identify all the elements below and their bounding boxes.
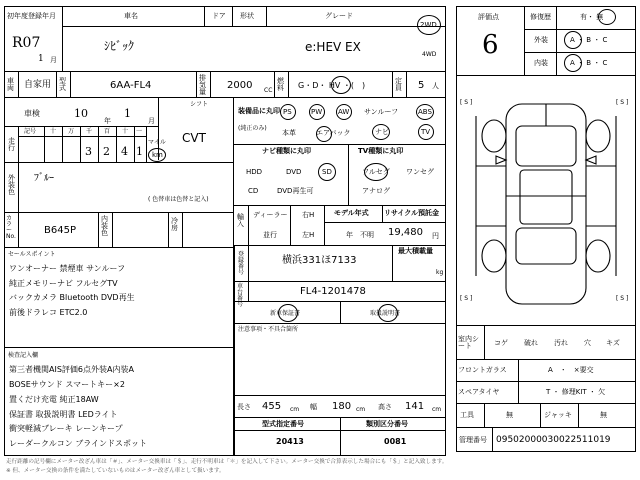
length-value: 455: [262, 401, 282, 412]
sales-line-2: 純正メモリーナビ フルセグTV: [9, 279, 118, 288]
first-reg-label: 初年度登録年月: [7, 12, 56, 20]
score-value: 6: [482, 30, 499, 60]
length-unit: cm: [290, 406, 300, 413]
model-name: ｼﾋﾞｯｸ: [104, 39, 135, 53]
mileage-digit-6: 1: [136, 145, 143, 158]
equip-ps: PS: [283, 108, 292, 116]
equipment-label: 装備品に丸印: [238, 107, 280, 115]
sales-line-4: 前後ドラレコ ETC2.0: [9, 308, 88, 317]
shift-label: シフト: [190, 101, 209, 108]
class-value: 0081: [384, 437, 407, 446]
cooler-label: 冷房: [171, 217, 178, 232]
sales-line-1: ワンオーナー 禁煙車 サンルーフ: [9, 264, 126, 273]
recycle-value: 19,480: [388, 227, 423, 238]
mileage-digit-4: 2: [103, 145, 110, 158]
model-year-value: 年 不明: [346, 231, 374, 239]
interior-a-circle: [564, 54, 582, 72]
mileage-digit-5: 4: [121, 145, 128, 158]
capacity-label: 定員: [395, 77, 402, 92]
class-label: 類別区分番号: [366, 420, 408, 428]
recycle-unit: 円: [432, 232, 439, 240]
mileage-col-sen: 千: [86, 128, 93, 135]
tools-label: 工具: [460, 411, 474, 419]
caution-label: 注意事項・不具合箇所: [238, 326, 299, 333]
import-left-hand: 左H: [302, 231, 315, 239]
repair-value: 有・ 無: [580, 13, 604, 21]
nav-dvd: DVD: [286, 168, 302, 176]
bracket-s-3: [ S ]: [460, 295, 473, 302]
color-code-label: カラー No.: [6, 215, 16, 240]
seat-scratch: キズ: [606, 339, 620, 347]
tv-oneseg: ワンセグ: [406, 168, 434, 176]
exterior-value: A ・ B ・ C: [570, 36, 608, 44]
inspector-line-2: BOSEサウンド スマートキー×2: [9, 380, 125, 389]
repair-label: 修復歴: [530, 13, 551, 21]
sales-line-3: バックカメラ Bluetooth DVD再生: [9, 293, 135, 302]
first-reg-era: R07: [12, 35, 41, 51]
mileage-col-juu: 十: [122, 128, 129, 135]
repair-none-circle: [598, 9, 616, 25]
chassis-label: 車台番号: [237, 283, 244, 308]
score-label: 評価点: [478, 13, 499, 21]
nav-hdd: HDD: [246, 168, 263, 176]
inspection-year-unit: 年: [104, 117, 111, 125]
seat-hole: 穴: [584, 339, 591, 347]
import-right-hand: 右H: [302, 211, 315, 219]
inspector-line-3: 置くだけ充電 純正18AW: [9, 395, 99, 404]
mileage-col-ichi: 一: [136, 128, 143, 135]
equip-tv: TV: [421, 128, 431, 136]
sales-point-label: セールスポイント: [8, 251, 56, 258]
new-warranty: 新車保証書: [270, 310, 301, 317]
type-label: 型式: [59, 77, 66, 92]
type-value: 6AA-FL4: [110, 80, 152, 91]
tv-fullseg: フルセグ: [362, 168, 390, 176]
fuel-label: 燃料: [277, 77, 284, 92]
import-dealer: ディーラー: [253, 211, 288, 219]
grade-value: e:HEV EX: [305, 40, 361, 54]
inspector-line-1: 第三者機関AIS評価6点外装A内装A: [9, 365, 134, 374]
mileage-unit-mile: マイル: [148, 139, 166, 146]
footer-line-2: ※ 但、メーター交換の条件を満たしていないものはメーター改ざん車として扱います。: [6, 468, 225, 474]
caution-block: [234, 324, 446, 396]
fuel-selected-circle: [331, 76, 351, 94]
tv-analog: アナログ: [362, 187, 390, 195]
car-outline-diagram: [456, 76, 636, 326]
mileage-unit-km: km: [152, 151, 163, 159]
spare-label: スペアタイヤ: [458, 388, 500, 396]
equip-navi: ナビ: [375, 128, 389, 136]
model-year-label: モデル年式: [334, 209, 369, 217]
mileage-col-hyaku: 百: [104, 128, 111, 135]
category-value: 自家用: [24, 80, 52, 90]
seat-label: 室内シート: [458, 335, 479, 350]
drive-4wd: 4WD: [422, 51, 437, 58]
interior-color-label: 内装色: [101, 215, 108, 237]
mileage-col-symbol: 記号: [24, 128, 37, 135]
equipment-sub-label: (純正のみ): [238, 125, 267, 132]
exterior-a-circle: [564, 31, 582, 49]
inspector-line-6: レーダークルコン ブラインドスポット: [9, 439, 147, 448]
equip-airbag: エアバック: [316, 129, 351, 137]
recycle-label: リサイクル預託金: [384, 209, 440, 217]
seat-burn: コゲ: [494, 339, 508, 347]
bracket-s-1: [ S ]: [460, 99, 473, 106]
capacity-value: 5: [418, 80, 425, 91]
bracket-s-2: [ S ]: [616, 99, 629, 106]
category-label: 車両: [7, 77, 14, 92]
color-note: ( 色替車は色替と記入): [148, 196, 209, 203]
plate-value: 横浜331ほ7133: [282, 255, 357, 266]
mgmt-label: 管理番号: [459, 436, 487, 444]
grade-label: グレード: [325, 12, 353, 20]
fuel-options: G・D・ HV ・( ): [298, 81, 366, 90]
shape-label: 形状: [240, 12, 254, 20]
spare-value: T ・ 修理KIT ・ 欠: [546, 388, 606, 396]
glass-label: フロントガラス: [458, 366, 507, 374]
mgmt-value: 09502000030022511019: [496, 435, 611, 445]
seat-tear: 破れ: [524, 339, 538, 347]
nav-dvd-playback: DVD再生可: [277, 187, 314, 195]
equip-abs: ABS: [418, 108, 432, 116]
height-unit: cm: [432, 406, 442, 413]
color-code-value: B645P: [44, 225, 76, 236]
equip-pw: PW: [311, 108, 323, 116]
length-label: 長さ: [237, 403, 251, 411]
displacement-label: 排気量: [199, 74, 206, 96]
width-unit: cm: [356, 406, 366, 413]
max-load-unit: kg: [436, 269, 444, 276]
inspection-month: 1: [124, 107, 131, 120]
mileage-digit-3: 3: [85, 145, 92, 158]
nav-sd: SD: [322, 168, 332, 176]
inspection-label: 車検: [24, 109, 40, 118]
model-cert-value: 20413: [276, 437, 304, 446]
inspection-year: 10: [74, 107, 88, 120]
door-label: ドア: [212, 12, 226, 20]
equip-aw: AW: [338, 108, 350, 116]
width-label: 幅: [310, 403, 317, 411]
tools-value: 無: [506, 411, 513, 419]
width-value: 180: [332, 401, 352, 412]
color-label: 外装色: [8, 174, 15, 196]
glass-value: A ・ ×要交: [548, 366, 594, 374]
first-reg-month: 1: [38, 54, 44, 64]
tv-type-label: TV種類に丸印: [358, 147, 404, 155]
plate-label: 登録番号: [238, 251, 245, 276]
height-value: 141: [405, 401, 425, 412]
inspector-line-5: 衝突軽減ブレーキ レーンキープ: [9, 424, 123, 433]
inspection-month-unit: 月: [148, 117, 155, 125]
capacity-unit: 人: [432, 82, 439, 90]
displacement-value: 2000: [227, 80, 253, 91]
model-label: 車名: [124, 12, 138, 20]
color-value: ﾌﾞﾙｰ: [34, 173, 54, 184]
seat-stain: 汚れ: [554, 339, 568, 347]
jack-value: 無: [600, 411, 607, 419]
model-cert-label: 型式指定番号: [262, 420, 304, 428]
manual: 取扱説明書: [370, 310, 401, 317]
inspector-label: 検査記入欄: [8, 352, 39, 359]
nav-type-label: ナビ種類に丸印: [262, 147, 311, 155]
mileage-label: 走行: [8, 137, 15, 152]
jack-label: ジャッキ: [544, 411, 572, 419]
interior-value: A ・ B ・ C: [570, 59, 608, 67]
import-parallel: 並行: [263, 231, 277, 239]
bracket-s-4: [ S ]: [616, 295, 629, 302]
first-reg-month-unit: 月: [50, 56, 57, 64]
mileage-col-man: 万: [68, 128, 75, 135]
equip-leather: 本革: [282, 129, 296, 137]
interior-label: 内装: [534, 59, 548, 67]
footer-line-1: 走行距離の記号欄にメーター改ざん車は「＃」、メーター交換車は「＄」、走行不明車は「＊」を記入して下さい。メーター交換で合算表示した場合にも「＄」と記入致します。: [6, 459, 448, 465]
height-label: 高さ: [378, 403, 392, 411]
inspector-line-4: 保証書 取扱説明書 LEDライト: [9, 410, 118, 419]
drive-2wd: 2WD: [420, 21, 437, 29]
cc-unit: CC: [264, 87, 273, 94]
exterior-label: 外装: [534, 36, 548, 44]
mileage-col-10man: 十: [50, 128, 57, 135]
import-label: 輸入: [237, 213, 244, 228]
max-load-label: 最大積載量: [398, 247, 433, 255]
chassis-value: FL4-1201478: [300, 286, 366, 297]
equip-sunroof: サンルーフ: [364, 108, 399, 116]
nav-cd: CD: [248, 187, 259, 195]
shift-value: CVT: [182, 131, 206, 145]
